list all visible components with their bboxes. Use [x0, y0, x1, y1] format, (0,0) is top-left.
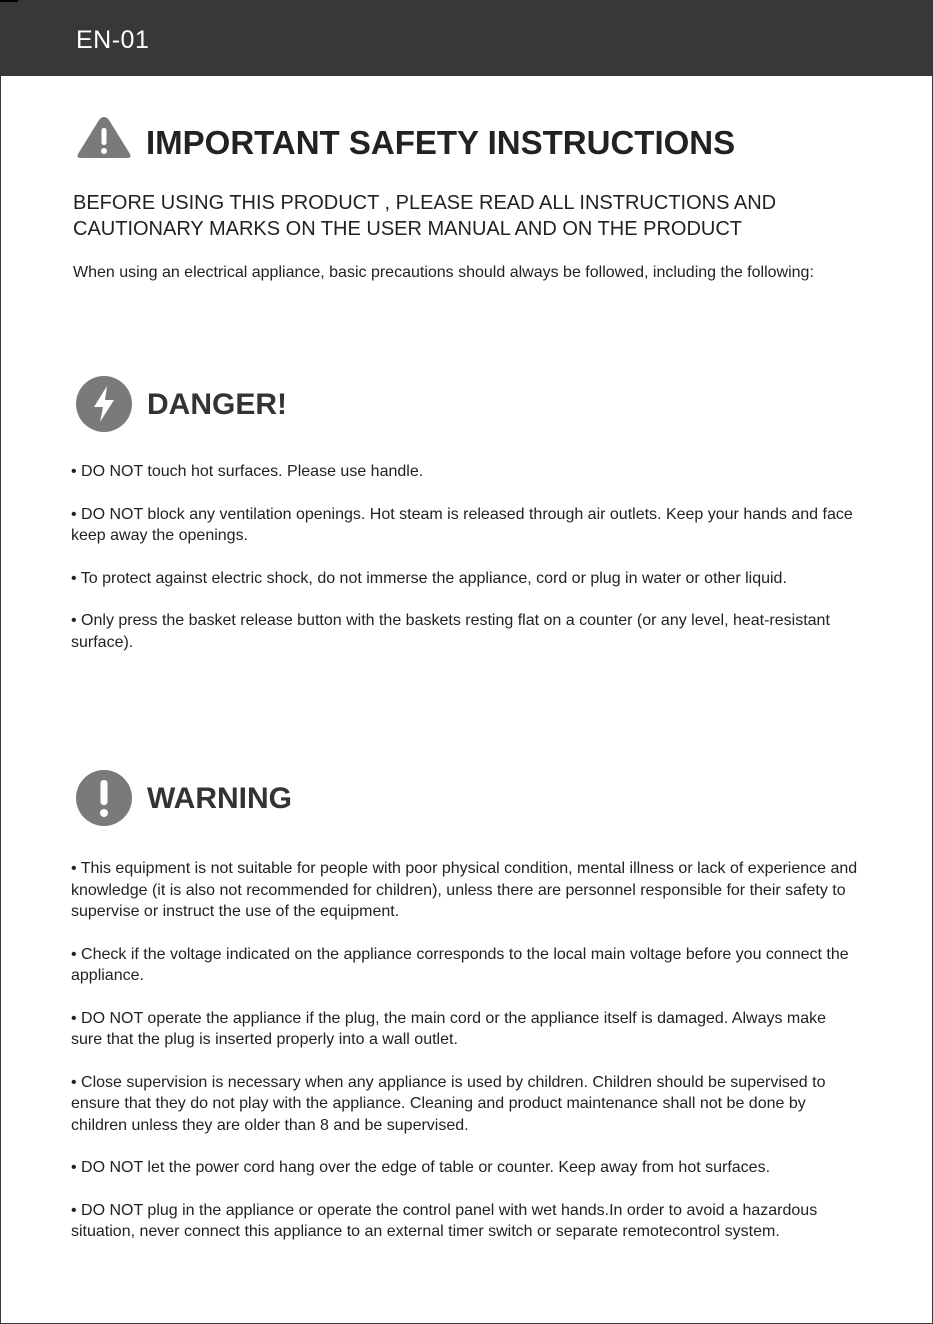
lead-paragraph: BEFORE USING THIS PRODUCT , PLEASE READ ALL INSTRUCTIONS AND CAUTIONARY MARKS ON THE USER MANUAL AND ON THE PRODUCT — [73, 192, 777, 240]
list-item: • Check if the voltage indicated on the appliance corresponds to the local main voltage before you connect the appliance. — [71, 945, 849, 984]
warning-triangle-icon — [76, 114, 132, 160]
list-item: • DO NOT touch hot surfaces. Please use handle. — [71, 463, 424, 480]
list-item: • To protect against electric shock, do not immerse the appliance, cord or plug in water or other liquid. — [71, 569, 787, 587]
list-item: • DO NOT block any ventilation openings. Hot steam is released through air outlets. Keep your hands and face keep away the openings. — [71, 505, 853, 544]
header-bar — [0, 0, 933, 76]
danger-heading: DANGER! — [147, 388, 287, 421]
page-code: EN-01 — [76, 26, 150, 54]
warning-list — [71, 858, 861, 1264]
list-item: • DO NOT let the power cord hang over the edge of table or counter. Keep away from hot surfaces. — [71, 1159, 771, 1176]
list-item: • Only press the basket release button with the baskets resting flat on a counter (or any level, heat-resistant surface). — [71, 612, 830, 651]
list-item: • DO NOT operate the appliance if the plug, the main cord or the appliance itself is damaged. Always make sure that the plug is inserted properly into a wall outlet. — [71, 1009, 827, 1048]
intro-paragraph: When using an electrical appliance, basic precautions should always be followed, including the following: — [73, 264, 814, 281]
list-item: • This equipment is not suitable for people with poor physical condition, mental illness or lack of experience and knowledge (it is also not recommended for children), unless there are personnel responsible for their safety to supervise or instruct the use of the equipment. — [71, 860, 858, 920]
list-item: • Close supervision is necessary when any appliance is used by children. Children should be supervised to ensure that they do not play with the appliance. Cleaning and product maintenance shall not be done by children unless they are older than 8 and be supervised. — [71, 1073, 826, 1134]
lightning-bolt-icon — [76, 376, 132, 432]
exclamation-circle-icon — [76, 770, 132, 826]
page-title: IMPORTANT SAFETY INSTRUCTIONS — [146, 124, 736, 161]
danger-list — [71, 461, 861, 674]
warning-heading: WARNING — [147, 782, 292, 815]
corner-mark — [0, 0, 18, 2]
list-item: • DO NOT plug in the appliance or operate the control panel with wet hands.In order to avoid a hazardous situation, never connect this appliance to an external timer switch or separate remotecontrol system. — [71, 1201, 818, 1240]
